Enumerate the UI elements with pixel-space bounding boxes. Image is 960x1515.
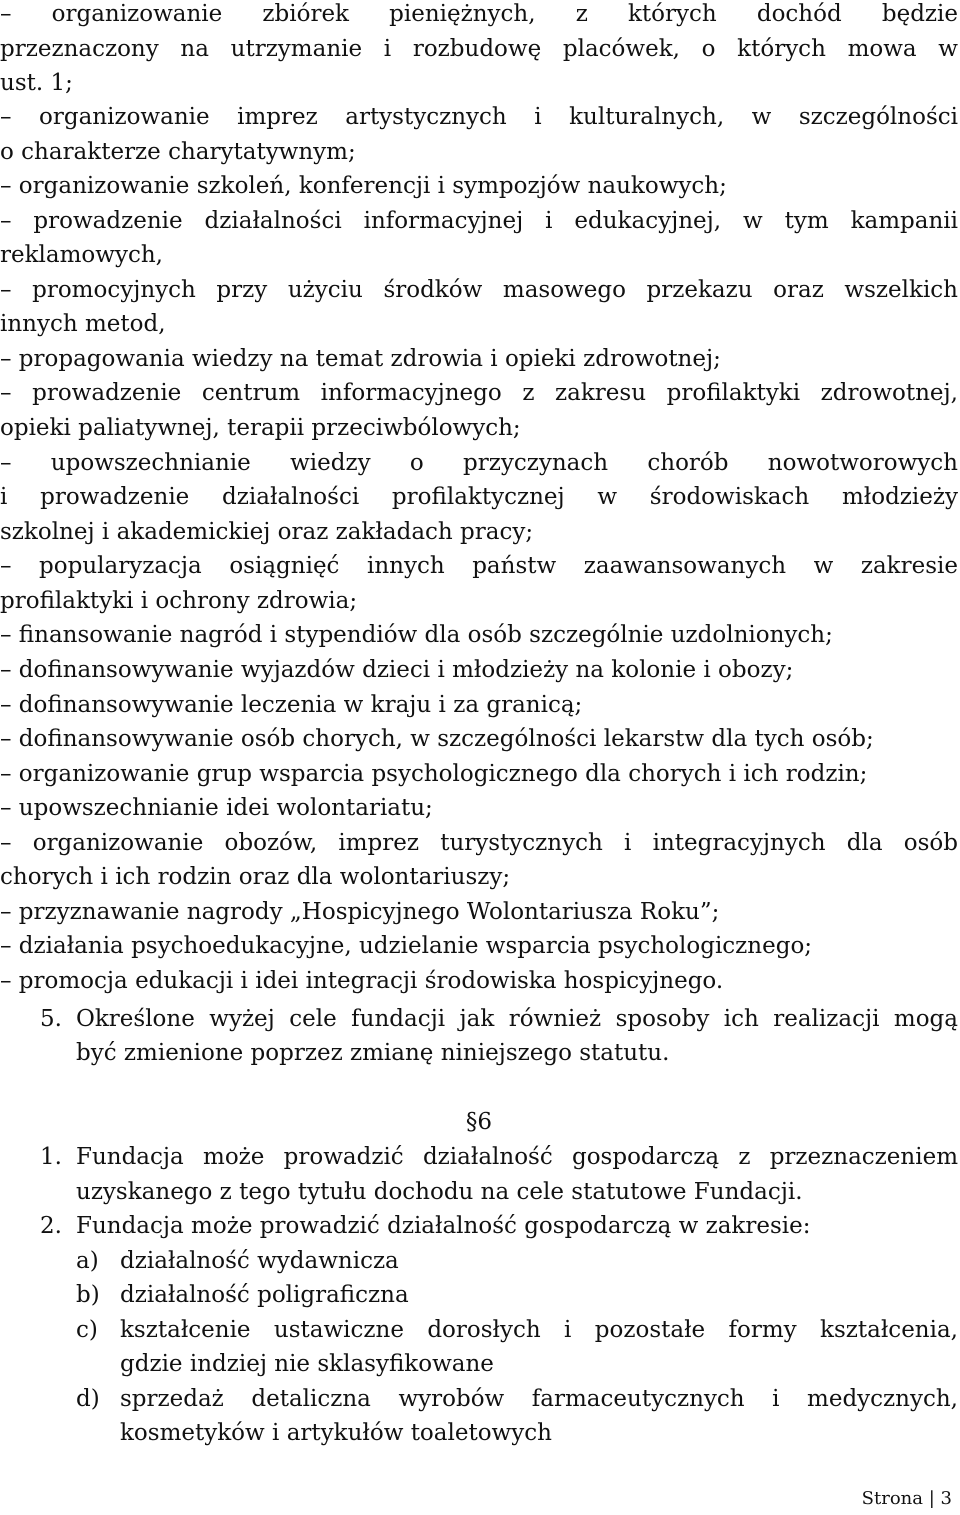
footer-separator: | <box>928 1488 935 1509</box>
list-item-line: – promocja edukacji i idei integracji środowiska hospicyjnego. <box>0 968 724 994</box>
item-letter: a) <box>76 1248 99 1274</box>
page-number: 3 <box>940 1488 952 1509</box>
list-item-line: – propagowania wiedzy na temat zdrowia i opieki zdrowotnej; <box>0 346 721 372</box>
list-item-line: innych metod, <box>0 311 166 337</box>
list-item-line: profilaktyki i ochrony zdrowia; <box>0 588 358 614</box>
list-item-line: – dofinansowywanie leczenia w kraju i za granicą; <box>0 692 583 718</box>
item-text-line: Fundacja może prowadzić działalność gospodarczą z przeznaczeniem <box>76 1144 958 1170</box>
item-text-line: kosmetyków i artykułów toaletowych <box>120 1420 552 1446</box>
list-item-line: o charakterze charytatywnym; <box>0 139 356 165</box>
list-item-line: – dofinansowywanie wyjazdów dzieci i młodzieży na kolonie i obozy; <box>0 657 794 683</box>
list-item-line: – działania psychoedukacyjne, udzielanie wsparcia psychologicznego; <box>0 933 813 959</box>
item-text-line: Fundacja może prowadzić działalność gospodarczą w zakresie: <box>76 1213 811 1239</box>
list-item-line: szkolnej i akademickiej oraz zakładach pracy; <box>0 519 534 545</box>
item-letter: b) <box>76 1282 100 1308</box>
list-item-line: – prowadzenie centrum informacyjnego z zakresu profilaktyki zdrowotnej, <box>0 380 958 406</box>
item-text-line: kształcenie ustawiczne dorosłych i pozostałe formy kształcenia, <box>120 1317 958 1343</box>
item-number: 5. <box>40 1006 62 1032</box>
list-item-line: – promocyjnych przy użyciu środków masowego przekazu oraz wszelkich <box>0 277 958 303</box>
list-item-line: i prowadzenie działalności profilaktycznej w środowiskach młodzieży <box>0 484 958 510</box>
section-heading: §6 <box>465 1109 493 1135</box>
list-item-line: – popularyzacja osiągnięć innych państw zaawansowanych w zakresie <box>0 553 958 579</box>
list-item-line: chorych i ich rodzin oraz dla wolontariuszy; <box>0 864 511 890</box>
page-footer <box>862 1488 952 1509</box>
item-text-line: sprzedaż detaliczna wyrobów farmaceutycznych i medycznych, <box>120 1386 958 1412</box>
item-text-line: uzyskanego z tego tytułu dochodu na cele statutowe Fundacji. <box>76 1179 803 1205</box>
item-text-line: działalność poligraficzna <box>120 1282 409 1308</box>
list-item-line: – organizowanie imprez artystycznych i kulturalnych, w szczególności <box>0 104 958 130</box>
list-item-line: – dofinansowywanie osób chorych, w szczególności lekarstw dla tych osób; <box>0 726 874 752</box>
item-text-line: Określone wyżej cele fundacji jak również sposoby ich realizacji mogą <box>76 1006 958 1032</box>
item-letter: d) <box>76 1386 100 1412</box>
item-number: 1. <box>40 1144 62 1170</box>
list-item-line: – przyznawanie nagrody „Hospicyjnego Wolontariusza Roku”; <box>0 899 720 925</box>
list-item-line: – upowszechnianie wiedzy o przyczynach chorób nowotworowych <box>0 450 958 476</box>
item-text-line: gdzie indziej nie sklasyfikowane <box>120 1351 494 1377</box>
list-item-line: – organizowanie grup wsparcia psychologicznego dla chorych i ich rodzin; <box>0 761 868 787</box>
list-item-line: – prowadzenie działalności informacyjnej i edukacyjnej, w tym kampanii <box>0 208 958 234</box>
list-item-line: – organizowanie zbiórek pieniężnych, z których dochód będzie <box>0 1 958 27</box>
list-item-line: – organizowanie obozów, imprez turystycznych i integracyjnych dla osób <box>0 830 958 856</box>
list-item-line: ust. 1; <box>0 70 73 96</box>
list-item-line: opieki paliatywnej, terapii przeciwbólowych; <box>0 415 521 441</box>
item-text-line: być zmienione poprzez zmianę niniejszego statutu. <box>76 1040 670 1066</box>
item-number: 2. <box>40 1213 62 1239</box>
item-text-line: działalność wydawnicza <box>120 1248 399 1274</box>
list-item-line: – finansowanie nagród i stypendiów dla osób szczególnie uzdolnionych; <box>0 622 833 648</box>
list-item-line: przeznaczony na utrzymanie i rozbudowę placówek, o których mowa w <box>0 36 958 62</box>
item-letter: c) <box>76 1317 98 1343</box>
list-item-line: – upowszechnianie idei wolontariatu; <box>0 795 433 821</box>
list-item-line: reklamowych, <box>0 242 163 268</box>
list-item-line: – organizowanie szkoleń, konferencji i sympozjów naukowych; <box>0 173 727 199</box>
footer-label: Strona <box>861 1488 923 1509</box>
